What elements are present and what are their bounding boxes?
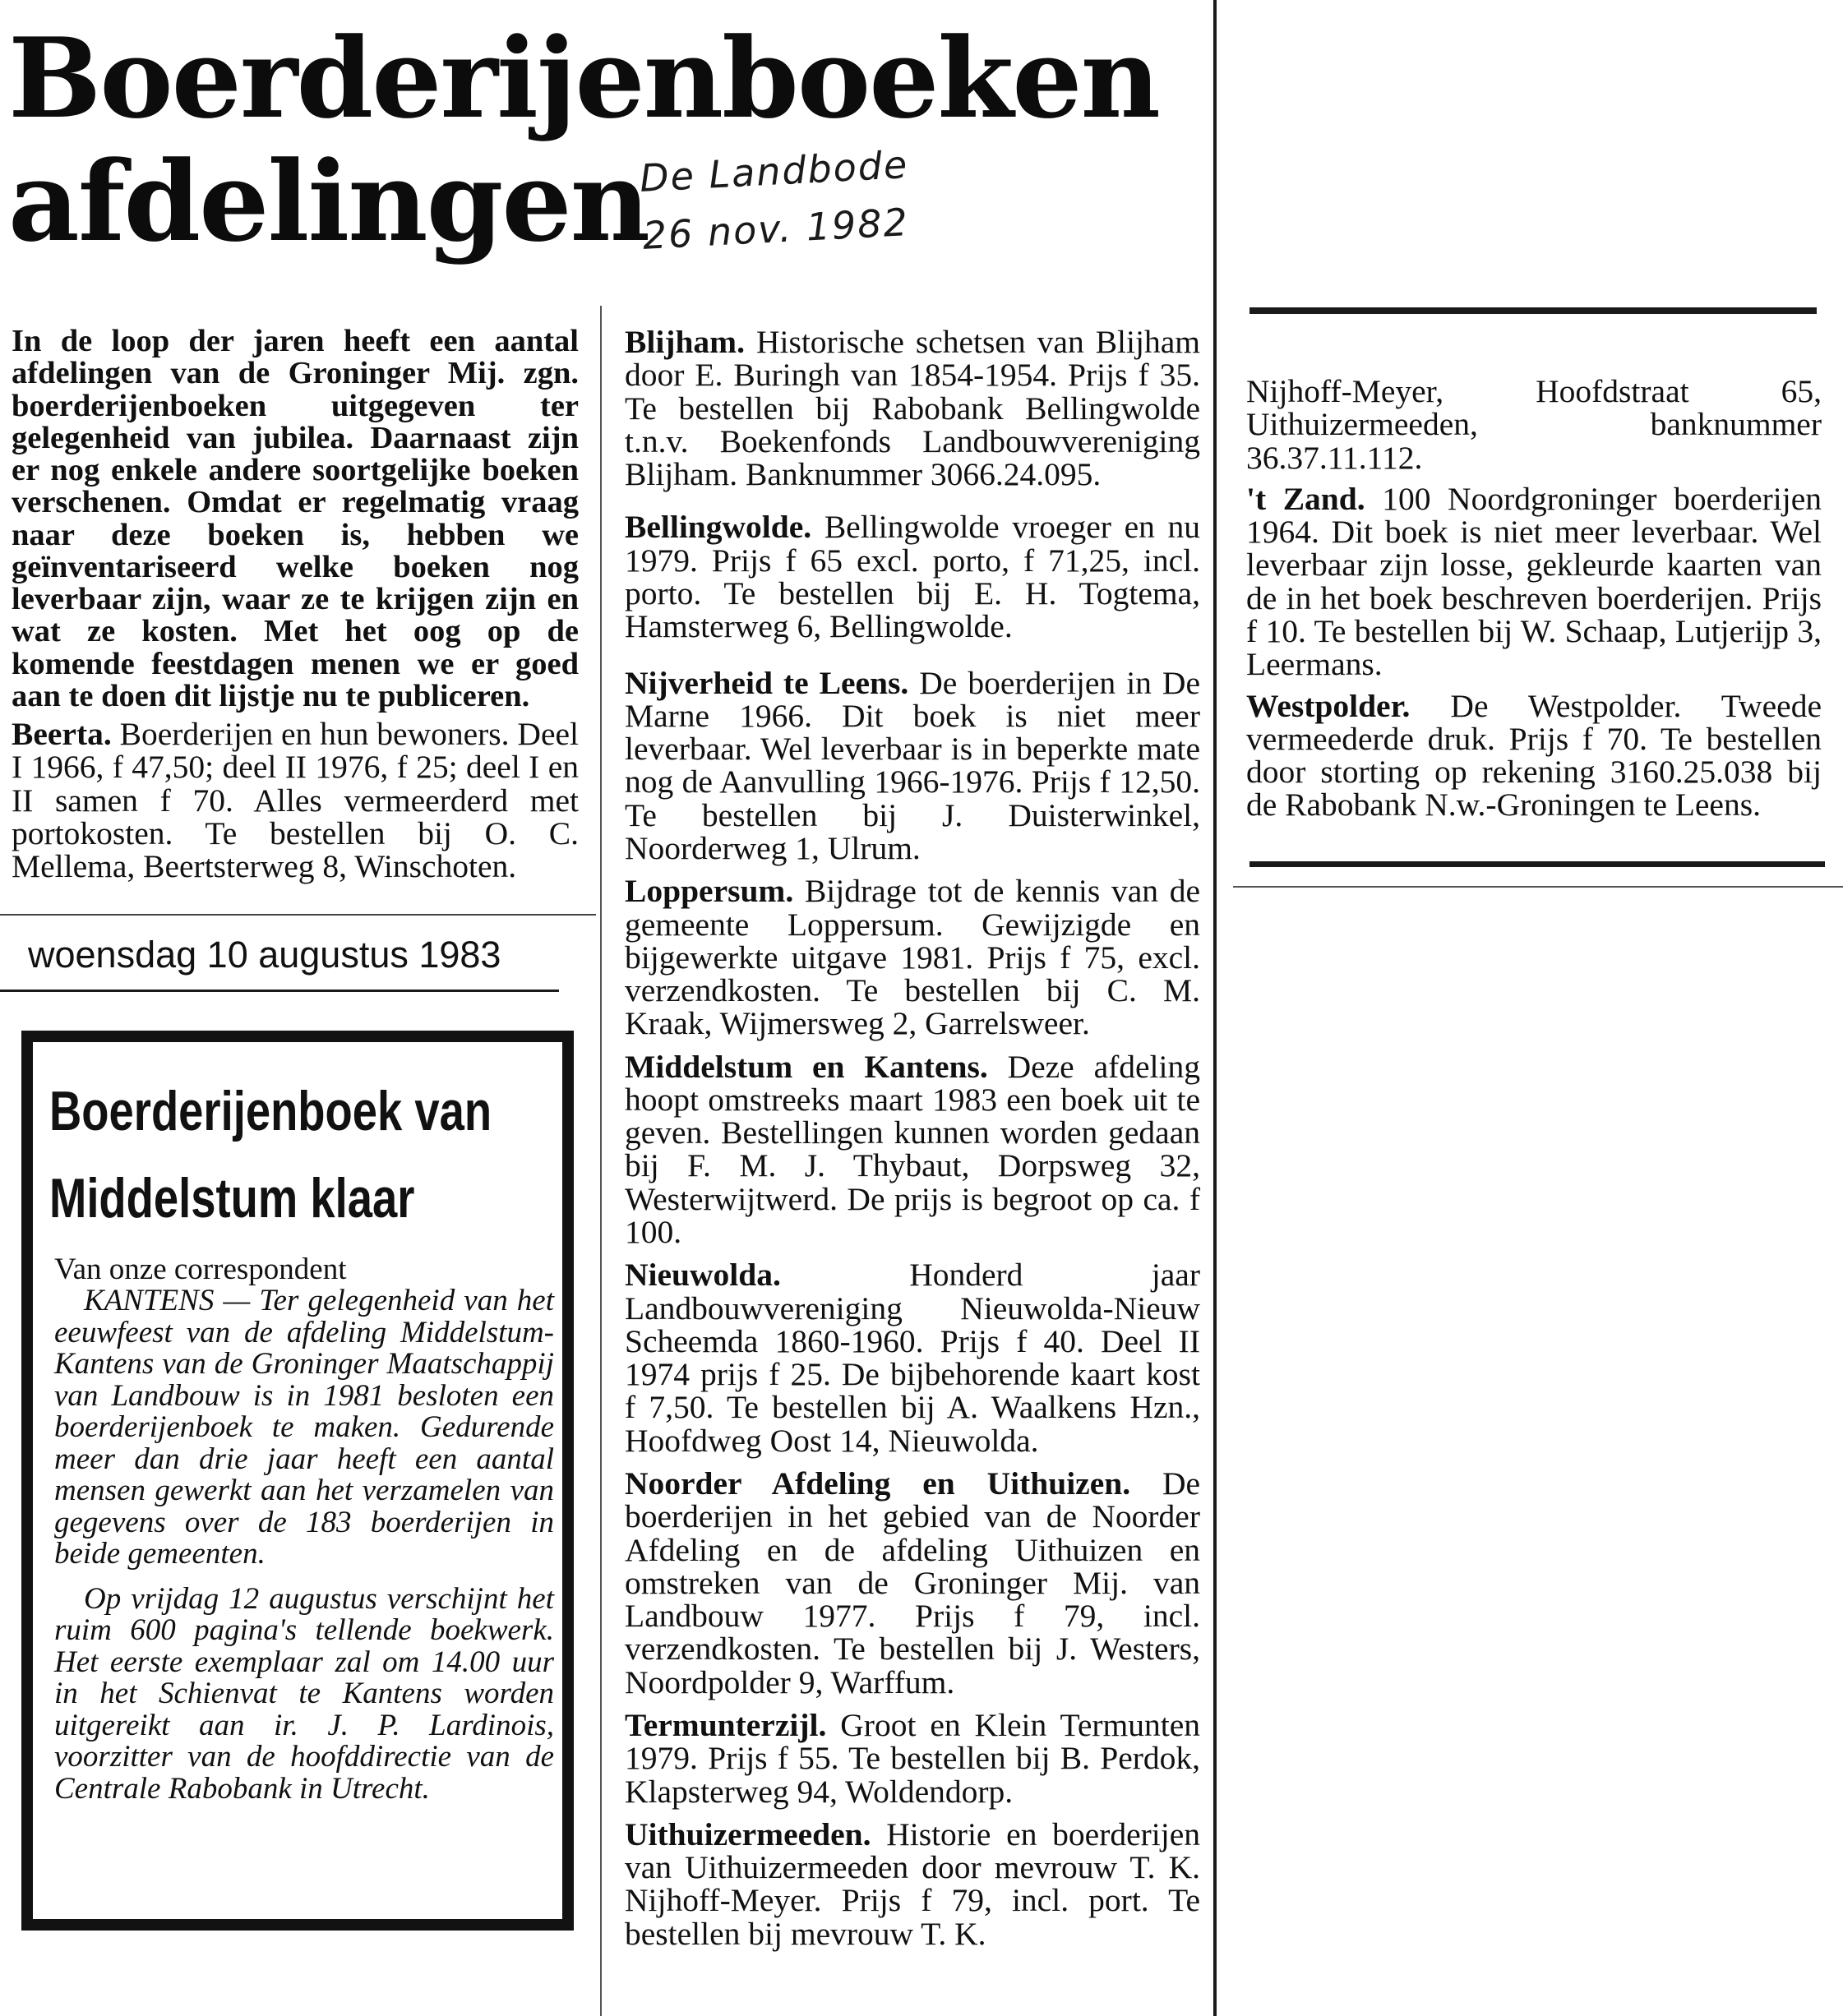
dateline-rule — [0, 990, 559, 992]
entry-text: Honderd jaar Landbouwvereniging Nieuwolda-Nieuw Scheemda 1860-1960. Prijs f 40. Deel II 1974 prijs f 25. De bijbehorende kaart kost f 7,50. Te bestellen bij A. Waalkens Hzn., Hoofdweg Oost 14, Nieuwolda. — [625, 1257, 1200, 1459]
entry-text: De Westpolder. Tweede vermeederde druk. Prijs f 70. Te bestellen door storting op rekening 3160.25.038 bij de Rabobank N.w.-Groningen te Leens. — [1246, 687, 1822, 823]
entry-name: 't Zand. — [1246, 480, 1365, 517]
entry-nijverheid-te-leens — [625, 664, 1200, 866]
handwritten-source-note — [639, 142, 912, 258]
boxed-article-title-2: Middelstum klaar — [49, 1167, 415, 1229]
entry-termunterzijl — [625, 1706, 1200, 1810]
entry-text: Groot en Klein Termunten 1979. Prijs f 55. Te bestellen bij B. Perdok, Klapsterweg 94, Woldendorp. — [625, 1706, 1200, 1810]
headline-line-2: afdelingen — [8, 136, 649, 266]
boxed-article-body — [54, 1254, 554, 1805]
column-divider-left — [600, 306, 602, 2016]
handwritten-source-line-1: De Landbode — [638, 141, 910, 201]
article-column-1 — [12, 325, 579, 888]
entry-name: Loppersum. — [625, 873, 794, 910]
article-intro: In de loop der jaren heeft een aantal afdelingen van de Groninger Mij. zgn. boerderijenboeken uitgegeven ter gelegenheid van jubilea. Daarnaast zijn er nog enkele andere soortgelijke boeken verschenen. Omdat er regelmatig vraag naar deze boeken is, hebben we geïnventariseerd welke boeken nog leverbaar zijn, waar ze te krijgen zijn en wat ze kosten. Met het oog op de komende feestdagen menen we er goed aan te doen dit lijstje nu te publiceren. — [12, 324, 579, 713]
entry-name: Middelstum en Kantens. — [625, 1048, 988, 1085]
continuation-text: Nijhoff-Meyer, Hoofdstraat 65, Uithuizermeeden, banknummer 36.37.11.112. — [1246, 373, 1822, 476]
entry-text: Historische schetsen van Blijham door E. Buringh van 1854-1954. Prijs f 35. Te bestellen bij Rabobank Bellingwolde t.n.v. Boekenfonds Landbouwvereniging Blijham. Banknummer 3066.24.095. — [625, 324, 1200, 493]
entry-name: Noorder Afdeling en Uithuizen. — [625, 1465, 1131, 1502]
column-divider-right — [1213, 0, 1217, 2016]
entry-loppersum — [625, 874, 1200, 1040]
entry-blijham — [625, 325, 1200, 491]
handwritten-source-line-2: 26 nov. 1982 — [641, 200, 911, 258]
entry-beerta — [12, 717, 579, 883]
entry-text: Bellingwolde vroeger en nu 1979. Prijs f 65 excl. porto, f 71,25, incl. porto. Te bestellen bij E. H. Togtema, Hamsterweg 6, Bellingwolde. — [625, 509, 1200, 645]
column-3-top-rule — [1249, 307, 1817, 314]
entry-bellingwolde — [625, 510, 1200, 643]
entry-westpolder — [1246, 687, 1822, 823]
entry-name: Nieuwolda. — [625, 1257, 781, 1294]
entry-name: Beerta. — [12, 716, 112, 753]
entry-noorder-afdeling-en-uithuizen — [625, 1467, 1200, 1699]
boxed-paragraph-1: KANTENS — Ter gelegenheid van het eeuwfeest van de afdeling Middelstum-Kantens van de Groninger Maatschappij van Landbouw is in 1981 besloten een boerderijenboek te maken. Gedurende meer dan drie jaar heeft een aantal mensen gewerkt aan het verzamelen van gegevens over de 183 boerderijen in beide gemeenten. — [54, 1284, 554, 1571]
entry-name: Uithuizermeeden. — [625, 1815, 871, 1852]
boxed-article — [21, 1031, 574, 1931]
headline-line-1: Boerderijenboeken — [8, 13, 1159, 143]
entry-uithuizermeeden — [625, 1815, 1201, 1952]
entry-text: De boerderijen in De Marne 1966. Dit boek is niet meer leverbaar. Wel leverbaar is in beperkte mate nog de Aanvulling 1966-1976. Prijs f 12,50. Te bestellen bij J. Duisterwinkel, Noorderweg 1, Ulrum. — [625, 664, 1200, 866]
entry-text: Historie en boerderijen van Uithuizermeeden door mevrouw T. K. Nijhoff-Meyer. Prijs f 79, incl. port. Te bestellen bij mevrouw T. K. — [625, 1815, 1201, 1952]
column-1-bottom-rule — [0, 914, 596, 916]
byline: Van onze correspondent — [54, 1253, 347, 1286]
entry-text: De boerderijen in het gebied van de Noorder Afdeling en de afdeling Uithuizen en omstreken van de Groninger Mij. van Landbouw 1977. Prijs f 79, incl. verzendkosten. Te bestellen bij J. Westers, Noordpolder 9, Warffum. — [625, 1465, 1201, 1700]
entry-t-zand — [1246, 482, 1822, 681]
entry-text: Bijdrage tot de kennis van de gemeente Loppersum. Gewijzigde en bijgewerkte uitgave 1981. Prijs f 75, excl. verzendkosten. Te bestellen bij C. M. Kraak, Wijmersweg 2, Garrelsweer. — [625, 873, 1201, 1042]
entry-text: Deze afdeling hoopt omstreeks maart 1983 een boek uit te geven. Bestellingen kunnen worden gedaan bij F. M. J. Thybaut, Dorpsweg 32, Westerwijtwerd. De prijs is begroot op ca. f 100. — [625, 1048, 1200, 1251]
column-3-bottom-thin-rule — [1233, 886, 1843, 888]
entry-text: 100 Noordgroninger boerderijen 1964. Dit boek is niet meer leverbaar. Wel leverbaar zijn losse, gekleurde kaarten van de in het boek beschreven boerderijen. Prijs f 10. Te bestellen bij W. Schaap, Lutjerijp 3, Leermans. — [1246, 480, 1822, 683]
column-3-bottom-rule — [1249, 861, 1825, 867]
entry-name: Bellingwolde. — [625, 509, 812, 546]
entry-middelstum-en-kantens — [625, 1050, 1200, 1249]
entry-name: Nijverheid te Leens. — [625, 664, 909, 701]
entry-nieuwolda — [625, 1258, 1200, 1457]
boxed-article-title-1: Boerderijenboek van — [49, 1080, 492, 1142]
entry-name: Blijham. — [625, 324, 745, 360]
article-column-3 — [1246, 375, 1822, 827]
article-column-2 — [625, 325, 1200, 1955]
entry-name: Termunterzijl. — [625, 1706, 827, 1743]
boxed-paragraph-2: Op vrijdag 12 augustus verschijnt het ruim 600 pagina's tellende boekwerk. Het eerste exemplaar zal om 14.00 uur in het Schienvat te Kantens worden uitgereikt aan ir. J. P. Lardinois, voorzitter van de hoofddirectie van de Centrale Rabobank in Utrecht. — [54, 1581, 554, 1806]
entry-text: Boerderijen en hun bewoners. Deel I 1966, f 47,50; deel II 1976, f 25; deel I en II samen f 70. Alles vermeerderd met portokosten. Te bestellen bij O. C. Mellema, Beertsterweg 8, Winschoten. — [12, 716, 580, 885]
clipping-dateline: woensdag 10 augustus 1983 — [28, 934, 501, 976]
entry-name: Westpolder. — [1246, 687, 1411, 724]
